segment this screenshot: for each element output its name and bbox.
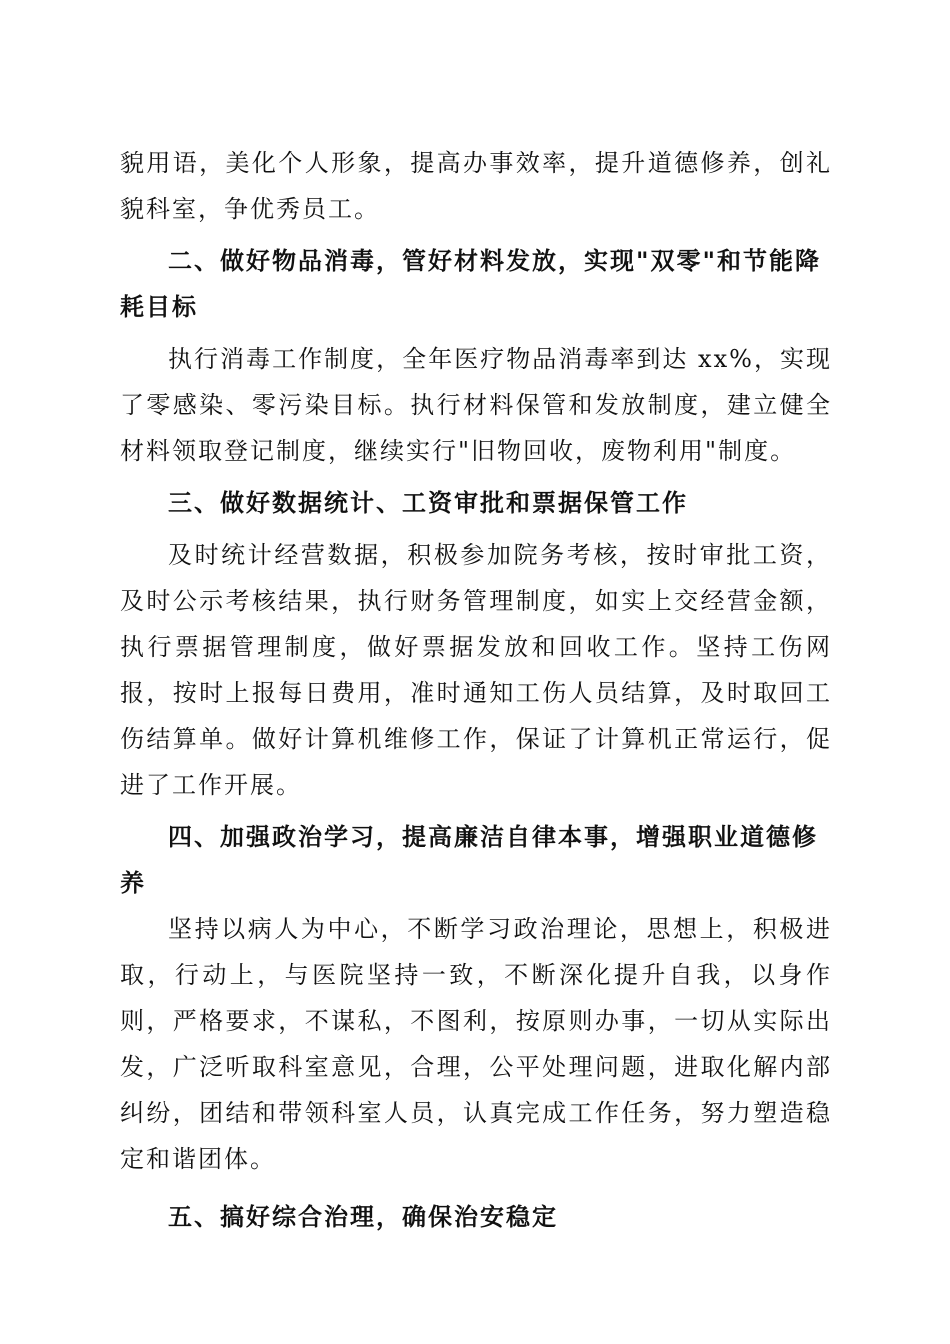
paragraph-statistics: 及时统计经营数据，积极参加院务考核，按时审批工资，及时公示考核结果，执行财务管理制度，如实上交经营金额，执行票据管理制度，做好票据发放和回收工作。坚持工伤网报，按时上报每日费用，准时通知工伤人员结算，及时取回工伤结算单。做好计算机维修工作，保证了计算机正常运行，促进了工作开展。 — [120, 541, 832, 799]
section-heading-5: 五、搞好综合治理，确保治安稳定 — [168, 1203, 558, 1231]
paragraph-disinfection: 执行消毒工作制度，全年医疗物品消毒率到达 xx%，实现了零感染、零污染目标。执行材料保管和发放制度，建立健全材料领取登记制度，继续实行"旧物回收，废物利用"制度。 — [120, 345, 832, 465]
section-heading-2: 二、做好物品消毒，管好材料发放，实现"双零"和节能降耗目标 — [120, 247, 822, 321]
paragraph-continuation: 貌用语，美化个人形象，提高办事效率，提升道德修养，创礼貌科室，争优秀员工。 — [120, 149, 832, 223]
section-heading-4: 四、加强政治学习，提高廉洁自律本事，增强职业道德修养 — [120, 823, 818, 897]
paragraph-political-study: 坚持以病人为中心，不断学习政治理论，思想上，积极进取，行动上，与医院坚持一致，不断深化提升自我，以身作则，严格要求，不谋私，不图利，按原则办事，一切从实际出发，广泛听取科室意见，合理，公平处理问题，进取化解内部纠纷，团结和带领科室人员，认真完成工作任务，努力塑造稳定和谐团体。 — [120, 915, 832, 1173]
document-body — [120, 140, 832, 1240]
section-heading-3: 三、做好数据统计、工资审批和票据保管工作 — [168, 489, 688, 517]
